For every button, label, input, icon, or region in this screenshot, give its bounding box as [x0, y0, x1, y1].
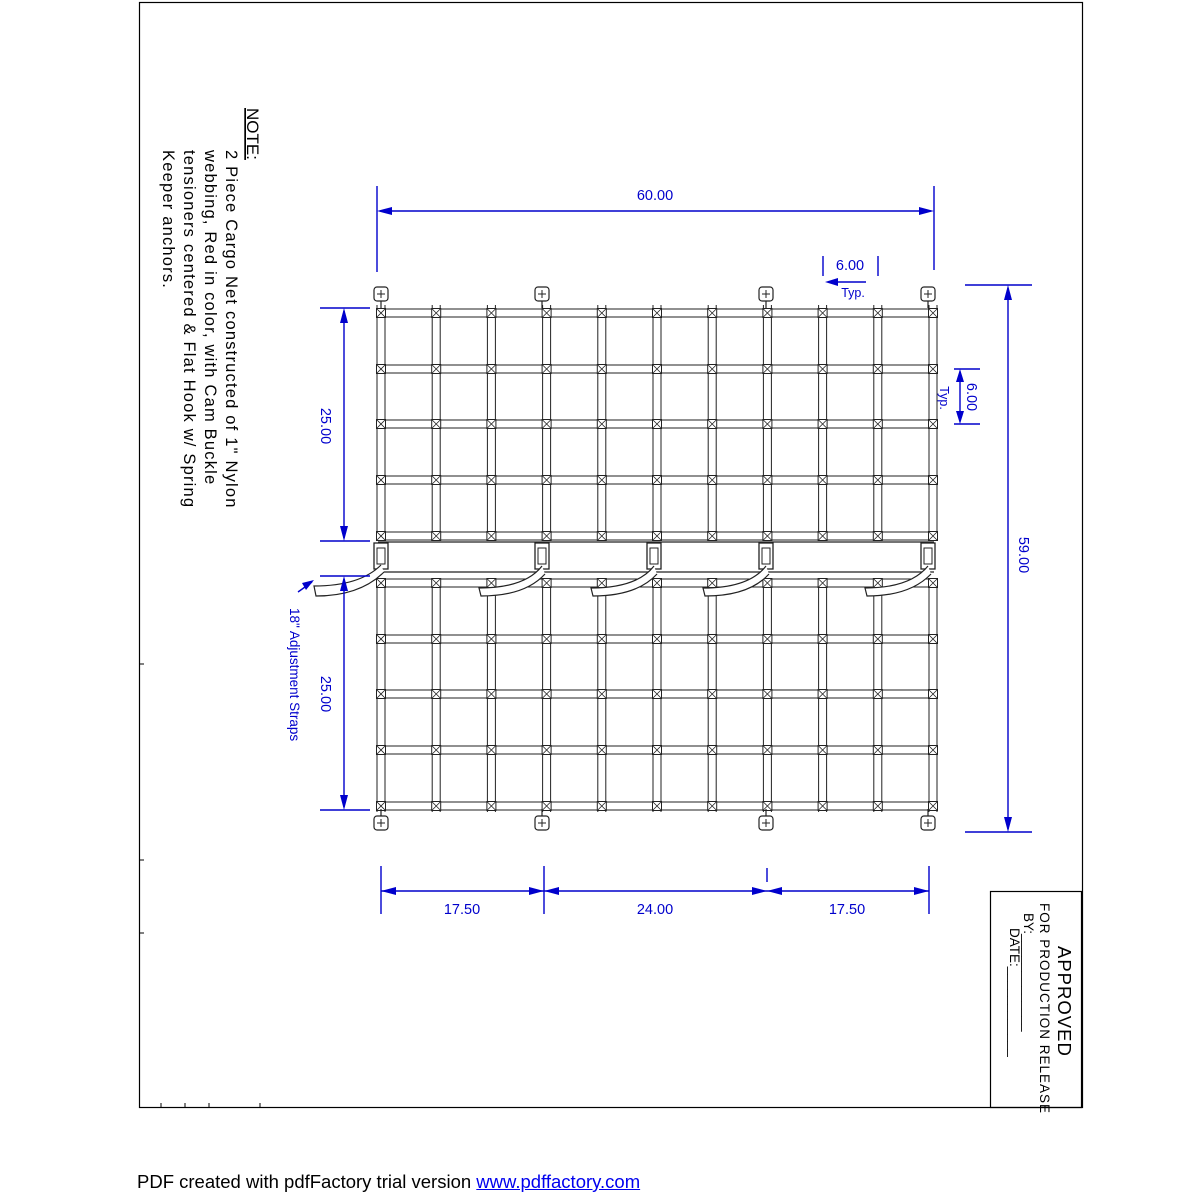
- stamp-subtitle: FOR PRODUCTION RELEASE: [1037, 903, 1052, 1115]
- note-line-2: webbing, Red in color, with Cam Buckle: [201, 150, 219, 486]
- stamp-date: DATE:____________: [1007, 928, 1022, 1057]
- stamp-title: APPROVED: [1054, 946, 1075, 1057]
- cam-buckle: [535, 543, 549, 569]
- dim-cell-width-typ: Typ.: [841, 286, 865, 300]
- dim-cell-height-typ: Typ.: [937, 386, 951, 410]
- dim-upper-section: 25.00: [317, 407, 333, 445]
- straps-label: 18" Adjustment Straps: [287, 608, 302, 742]
- dim-bottom-center: 24.00: [636, 902, 674, 918]
- note-line-4: Keeper anchors.: [159, 150, 177, 290]
- stamp-by: BY:_____________: [1021, 913, 1036, 1032]
- cam-buckle: [759, 543, 773, 569]
- dim-overall-height: 59.00: [1015, 536, 1031, 574]
- cam-buckle: [921, 543, 935, 569]
- dim-bottom-left: 17.50: [443, 902, 481, 918]
- cam-buckle: [647, 543, 661, 569]
- border-ticks: [139, 664, 260, 1108]
- dim-lower-section: 25.00: [317, 675, 333, 713]
- adjustment-strap: [314, 565, 384, 596]
- dim-overall-width: 60.00: [636, 188, 674, 204]
- approval-stamp: [991, 892, 1082, 1115]
- note-heading: NOTE:: [243, 108, 262, 160]
- dim-cell-height: 6.00: [963, 382, 979, 412]
- dim-cell-width: 6.00: [835, 258, 865, 274]
- dim-bottom-right: 17.50: [828, 902, 866, 918]
- drawing-border: [140, 3, 1083, 1108]
- footer-link[interactable]: www.pdffactory.com: [476, 1171, 641, 1192]
- note-block: [159, 108, 262, 509]
- cargo-net: [314, 287, 938, 830]
- footer-text: PDF created with pdfFactory trial version: [137, 1171, 477, 1192]
- note-line-3: tensioners centered & Flat Hook w/ Spring: [180, 150, 198, 509]
- note-line-1: 2 Piece Cargo Net constructed of 1" Nylon: [222, 150, 240, 509]
- pdf-footer: [137, 1171, 640, 1193]
